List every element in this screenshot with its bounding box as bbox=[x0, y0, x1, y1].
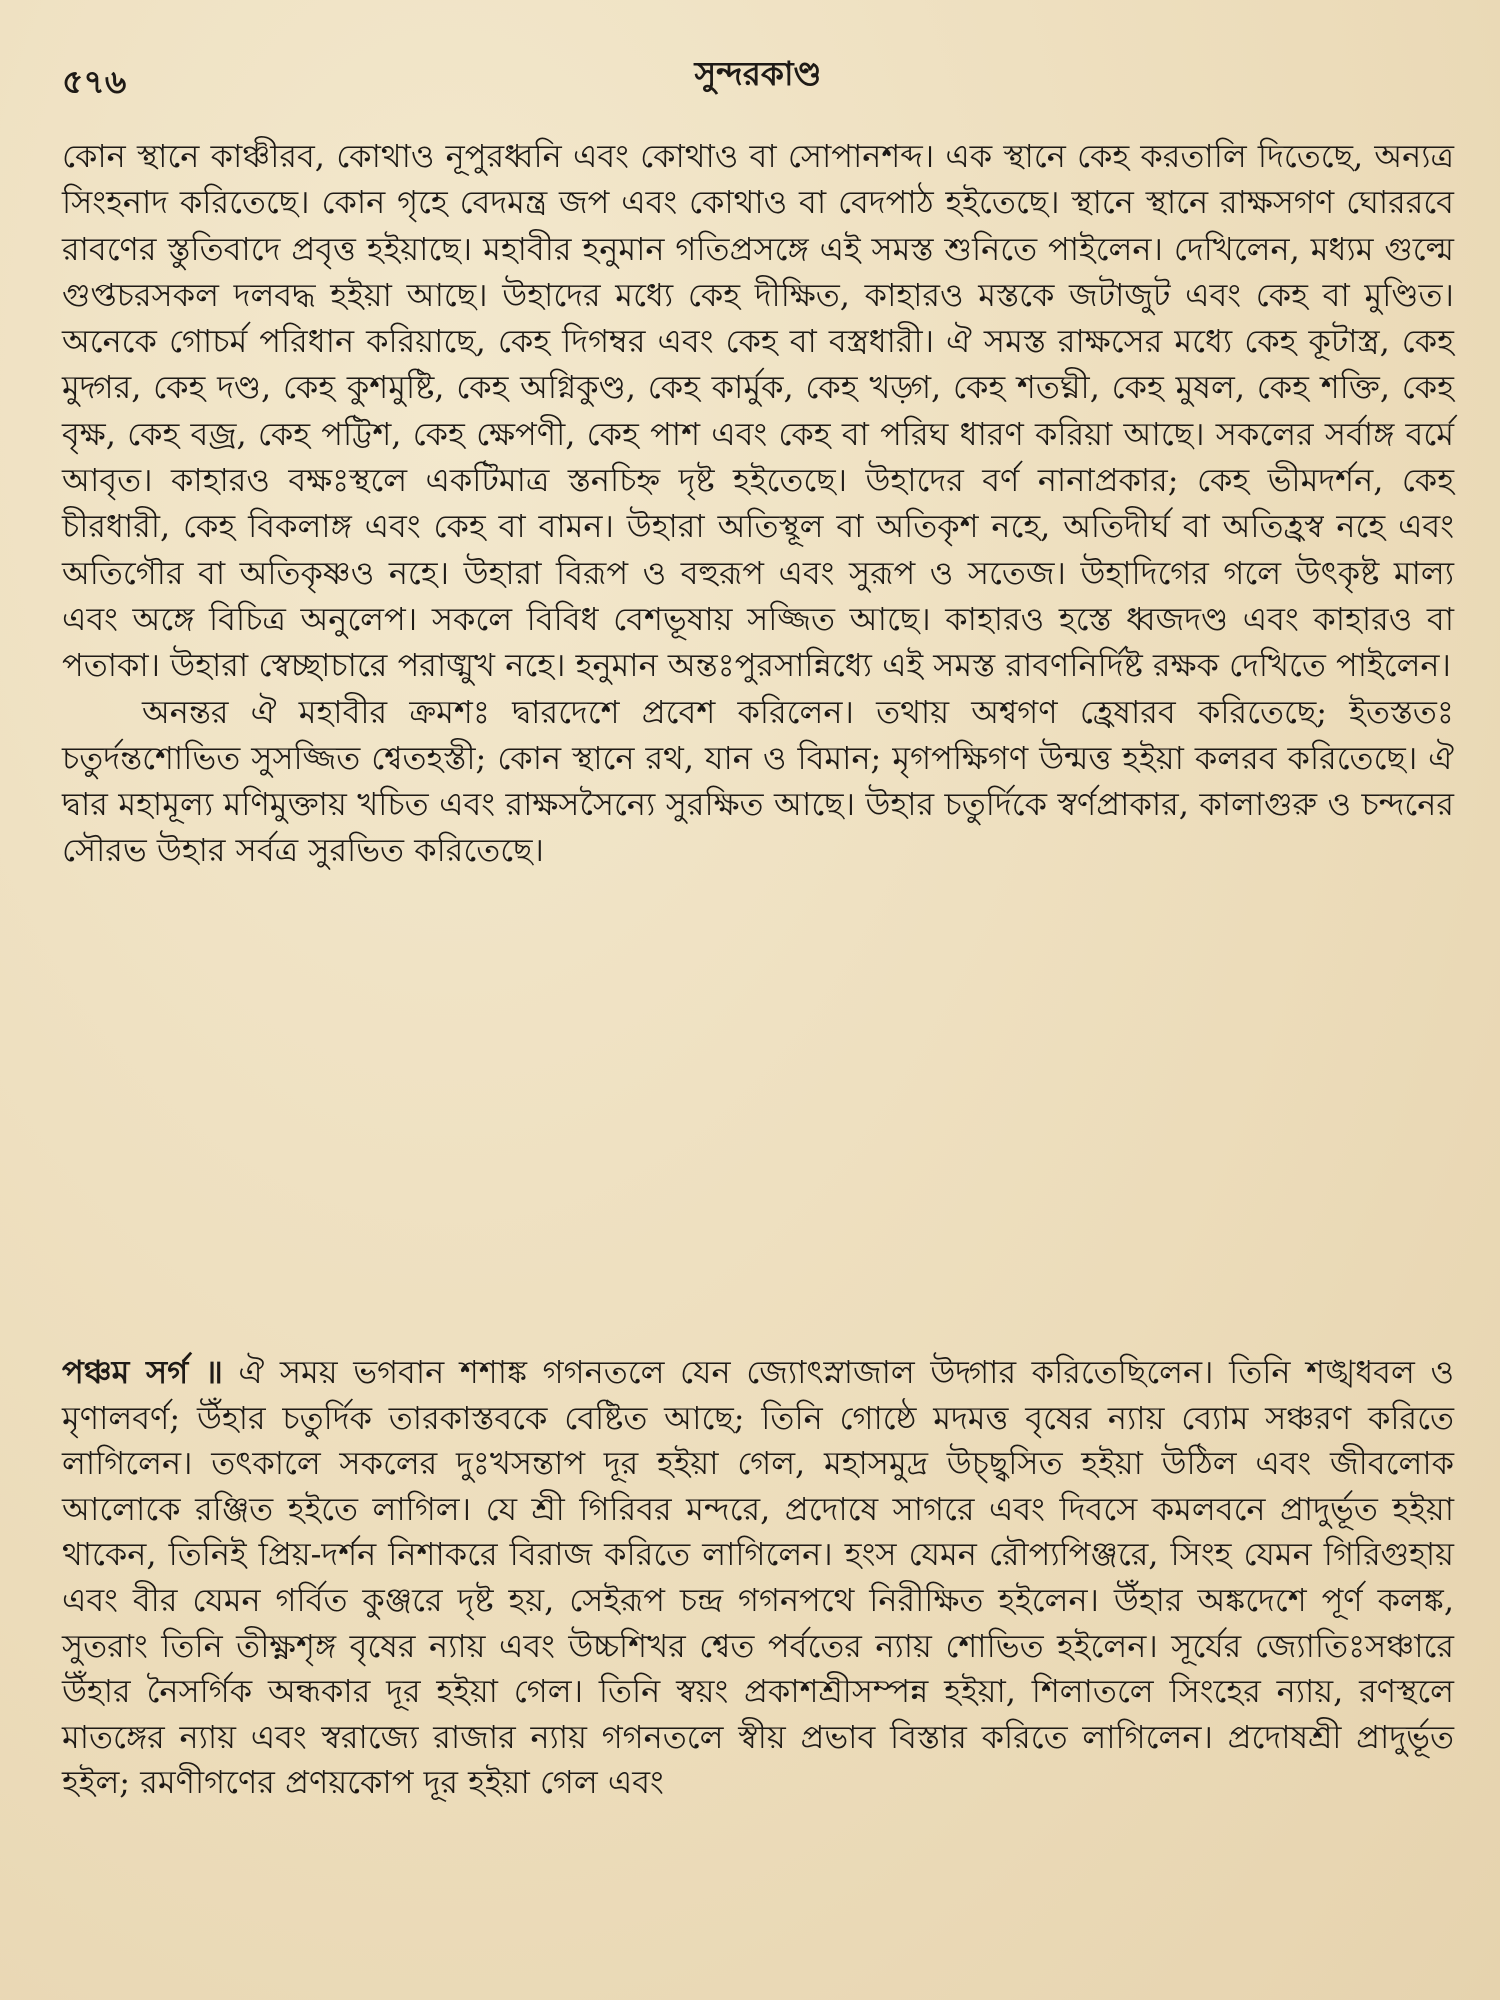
paragraph: কোন স্থানে কাঞ্চীরব, কোথাও নূপুরধ্বনি এবং কোথাও বা সোপানশব্দ। এক স্থানে কেহ করতালি দিতেছে, অন্যত্র সিংহনাদ করিতেছে। কোন গৃহে বেদমন্ত্র জপ এবং কোথাও বা বেদপাঠ হইতেছে। স্থানে স্থানে রাক্ষসগণ ঘোররবে রাবণের স্তুতিবাদে প্রবৃত্ত হইয়াছে। মহাবীর হনুমান গতিপ্রসঙ্গে এই সমস্ত শুনিতে পাইলেন। দেখিলেন, মধ্যম গুল্মে গুপ্তচরসকল দলবদ্ধ হইয়া আছে। উহাদের মধ্যে কেহ দীক্ষিত, কাহারও মস্তকে জটাজুট এবং কেহ বা মুণ্ডিত। অনেকে গোচর্ম পরিধান করিয়াছে, কেহ দিগম্বর এবং কেহ বা বস্ত্রধারী। ঐ সমস্ত রাক্ষসের মধ্যে কেহ কূটাস্ত্র, কেহ মুদ্গর, কেহ দণ্ড, কেহ কুশমুষ্টি, কেহ অগ্নিকুণ্ড, কেহ কার্মুক, কেহ খড়্গ, কেহ শতঘ্নী, কেহ মুষল, কেহ শক্তি, কেহ বৃক্ষ, কেহ বজ্র, কেহ পট্টিশ, কেহ ক্ষেপণী, কেহ পাশ এবং কেহ বা পরিঘ ধারণ করিয়া আছে। সকলের সর্বাঙ্গ বর্মে আবৃত। কাহারও বক্ষঃস্থলে একটিমাত্র স্তনচিহ্ন দৃষ্ট হইতেছে। উহাদের বর্ণ নানাপ্রকার; কেহ ভীমদর্শন, কেহ চীরধারী, কেহ বিকলাঙ্গ এবং কেহ বা বামন। উহারা অতিস্থূল বা অতিকৃশ নহে, অতিদীর্ঘ বা অতিহ্রস্ব নহে এবং অতিগৌর বা অতিকৃষ্ণও নহে। উহারা বিরূপ ও বহুরূপ এবং সুরূপ ও সতেজ। উহাদিগের গলে উৎকৃষ্ট মাল্য এবং অঙ্গে বিচিত্র অনুলেপ। সকলে বিবিধ বেশভূষায় সজ্জিত আছে। কাহারও হস্তে ধ্বজদণ্ড এবং কাহারও বা পতাকা। উহারা স্বেচ্ছাচারে পরাঙ্মুখ নহে। হনুমান অন্তঃপুরসান্নিধ্যে এই সমস্ত রাবণনির্দিষ্ট রক্ষক দেখিতে পাইলেন। bbox=[62, 137, 1454, 685]
page-number: ৫৭৬ bbox=[62, 62, 127, 101]
sarga-heading: পঞ্চম সর্গ ॥ bbox=[62, 1353, 223, 1391]
page-header bbox=[62, 38, 1454, 101]
book-page bbox=[62, 38, 1454, 1978]
body-text bbox=[62, 133, 1454, 874]
paragraph: অনন্তর ঐ মহাবীর ক্রমশঃ দ্বারদেশে প্রবেশ করিলেন। তথায় অশ্বগণ হ্রেষারব করিতেছে; ইতস্ততঃ চতুর্দন্তশোভিত সুসজ্জিত শ্বেতহস্তী; কোন স্থানে রথ, যান ও বিমান; মৃগপক্ষিগণ উন্মত্ত হইয়া কলরব করিতেছে। ঐ দ্বার মহামূল্য মণিমুক্তায় খচিত এবং রাক্ষসসৈন্যে সুরক্ষিত আছে। উহার চতুর্দিকে স্বর্ণপ্রাকার, কালাগুরু ও চন্দনের সৌরভ উহার সর্বত্র সুরভিত করিতেছে। bbox=[62, 692, 1454, 870]
sarga-paragraph bbox=[62, 1350, 1454, 1806]
sarga-section bbox=[62, 1350, 1454, 1806]
running-title: সুন্দরকাণ্ড bbox=[694, 54, 822, 93]
sarga-text: ঐ সময় ভগবান শশাঙ্ক গগনতলে যেন জ্যোৎস্নাজাল উদ্গার করিতেছিলেন। তিনি শঙ্খধবল ও মৃণালবর্ণ; উঁহার চতুর্দিক তারকাস্তবকে বেষ্টিত আছে; তিনি গোষ্ঠে মদমত্ত বৃষের ন্যায় ব্যোম সঞ্চরণ করিতে লাগিলেন। তৎকালে সকলের দুঃখসন্তাপ দূর হইয়া গেল, মহাসমুদ্র উচ্ছ্বসিত হইয়া উঠিল এবং জীবলোক আলোকে রঞ্জিত হইতে লাগিল। যে শ্রী গিরিবর মন্দরে, প্রদোষে সাগরে এবং দিবসে কমলবনে প্রাদুর্ভূত হইয়া থাকেন, তিনিই প্রিয়-দর্শন নিশাকরে বিরাজ করিতে লাগিলেন। হংস যেমন রৌপ্যপিঞ্জরে, সিংহ যেমন গিরিগুহায় এবং বীর যেমন গর্বিত কুঞ্জরে দৃষ্ট হয়, সেইরূপ চন্দ্র গগনপথে নিরীক্ষিত হইলেন। উঁহার অঙ্কদেশে পূর্ণ কলঙ্ক, সুতরাং তিনি তীক্ষ্ণশৃঙ্গ বৃষের ন্যায় এবং উচ্চশিখর শ্বেত পর্বতের ন্যায় শোভিত হইলেন। সূর্যের জ্যোতিঃসঞ্চারে উঁহার নৈসর্গিক অন্ধকার দূর হইয়া গেল। তিনি স্বয়ং প্রকাশশ্রীসম্পন্ন হইয়া, শিলাতলে সিংহের ন্যায়, রণস্থলে মাতঙ্গের ন্যায় এবং স্বরাজ্যে রাজার ন্যায় গগনতলে স্বীয় প্রভাব বিস্তার করিতে লাগিলেন। প্রদোষশ্রী প্রাদুর্ভূত হইল; রমণীগণের প্রণয়কোপ দূর হইয়া গেল এবং bbox=[62, 1353, 1454, 1802]
